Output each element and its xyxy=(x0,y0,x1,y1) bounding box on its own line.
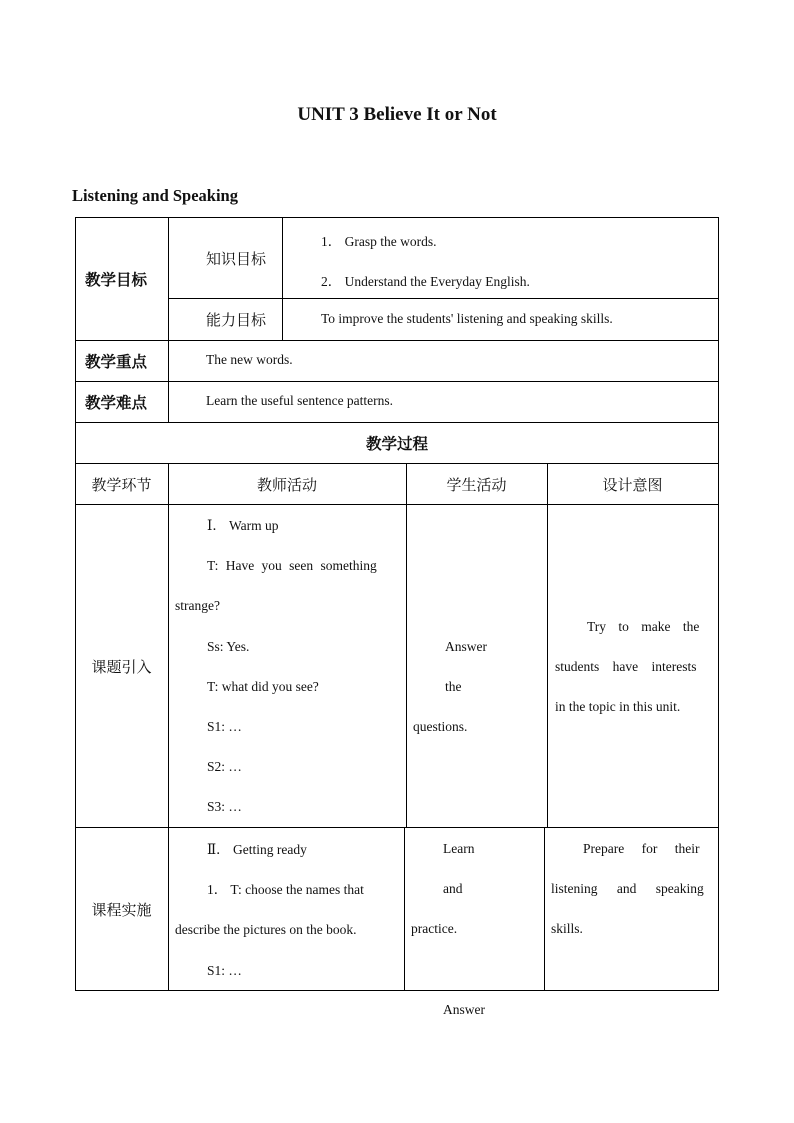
teacher-line: T: what did you see? xyxy=(207,678,319,694)
table-border-top xyxy=(75,217,719,218)
column-divider xyxy=(547,463,548,828)
design-intent-cell xyxy=(555,607,710,728)
header-teacher-activity: 教师活动 xyxy=(256,476,317,494)
row-divider xyxy=(75,504,719,505)
ability-objective-label: 能力目标 xyxy=(206,311,267,329)
intent-line: Prepare for their xyxy=(583,841,700,856)
difficulty-label: 教学难点 xyxy=(85,394,148,412)
stage-intro: 课题引入 xyxy=(91,658,152,676)
teacher-line: S1: … xyxy=(207,962,242,978)
row-divider xyxy=(75,381,719,382)
key-point-label: 教学重点 xyxy=(85,353,148,371)
process-title: 教学过程 xyxy=(365,435,428,453)
student-line: Learn and xyxy=(443,841,475,897)
row-divider xyxy=(75,422,719,423)
document-title: UNIT 3 Believe It or Not xyxy=(297,104,497,125)
stage-implementation: 课程实施 xyxy=(91,901,152,919)
intent-line: skills. xyxy=(551,921,583,937)
teacher-line: T: Have you seen something xyxy=(207,558,377,574)
intent-line: students have interests xyxy=(555,659,697,675)
design-intent-cell xyxy=(551,829,708,950)
student-line: Answer xyxy=(443,1001,485,1017)
column-divider xyxy=(404,827,405,991)
teacher-activity-cell xyxy=(175,830,397,991)
intent-line: listening and speaking xyxy=(551,881,704,897)
table-border-left xyxy=(75,217,76,991)
column-divider xyxy=(168,217,169,422)
column-divider xyxy=(168,463,169,991)
key-point-text: The new words. xyxy=(206,352,293,367)
student-line: questions. xyxy=(413,719,468,735)
row-divider xyxy=(75,463,719,464)
teacher-line: describe the pictures on the book. xyxy=(175,922,357,938)
teacher-line: Ⅱ． Getting ready xyxy=(207,842,307,857)
teacher-line: Ⅰ． Warm up xyxy=(207,518,279,533)
section-heading: Listening and Speaking xyxy=(72,186,238,205)
teacher-line: Ss: Yes. xyxy=(207,638,250,654)
difficulty-text: Learn the useful sentence patterns. xyxy=(206,393,394,408)
header-design-intent: 设计意图 xyxy=(602,476,663,494)
column-divider xyxy=(544,827,545,991)
header-student-activity: 学生活动 xyxy=(446,476,507,494)
student-activity-cell xyxy=(411,829,537,1030)
student-line: Answer the xyxy=(445,639,487,695)
column-divider xyxy=(282,217,283,340)
objectives-label: 教学目标 xyxy=(85,271,148,289)
ability-objective-text: To improve the students' listening and speaking skills. xyxy=(321,311,613,326)
header-stage: 教学环节 xyxy=(91,476,152,494)
row-divider xyxy=(168,298,719,299)
student-activity-cell xyxy=(413,627,539,748)
student-line: practice. xyxy=(411,921,458,937)
row-divider xyxy=(75,340,719,341)
teacher-line: strange? xyxy=(175,598,220,614)
knowledge-item: 2． Understand the Everyday English. xyxy=(321,274,530,289)
teacher-line: S2: … xyxy=(207,759,242,775)
teacher-line: 1． T: choose the names that xyxy=(207,882,364,898)
teacher-activity-cell xyxy=(175,506,395,828)
knowledge-objective-label: 知识目标 xyxy=(206,250,267,268)
table-border-bottom xyxy=(75,990,719,991)
student-line xyxy=(411,950,537,990)
row-divider xyxy=(75,827,719,828)
knowledge-item: 1． Grasp the words. xyxy=(321,234,437,249)
intent-line: in the topic in this unit. xyxy=(555,699,681,715)
teacher-line: S1: … xyxy=(207,719,242,735)
column-divider xyxy=(406,463,407,828)
intent-line: Try to make the xyxy=(587,619,700,634)
table-border-right xyxy=(718,217,719,991)
teacher-line: S3: … xyxy=(207,799,242,815)
